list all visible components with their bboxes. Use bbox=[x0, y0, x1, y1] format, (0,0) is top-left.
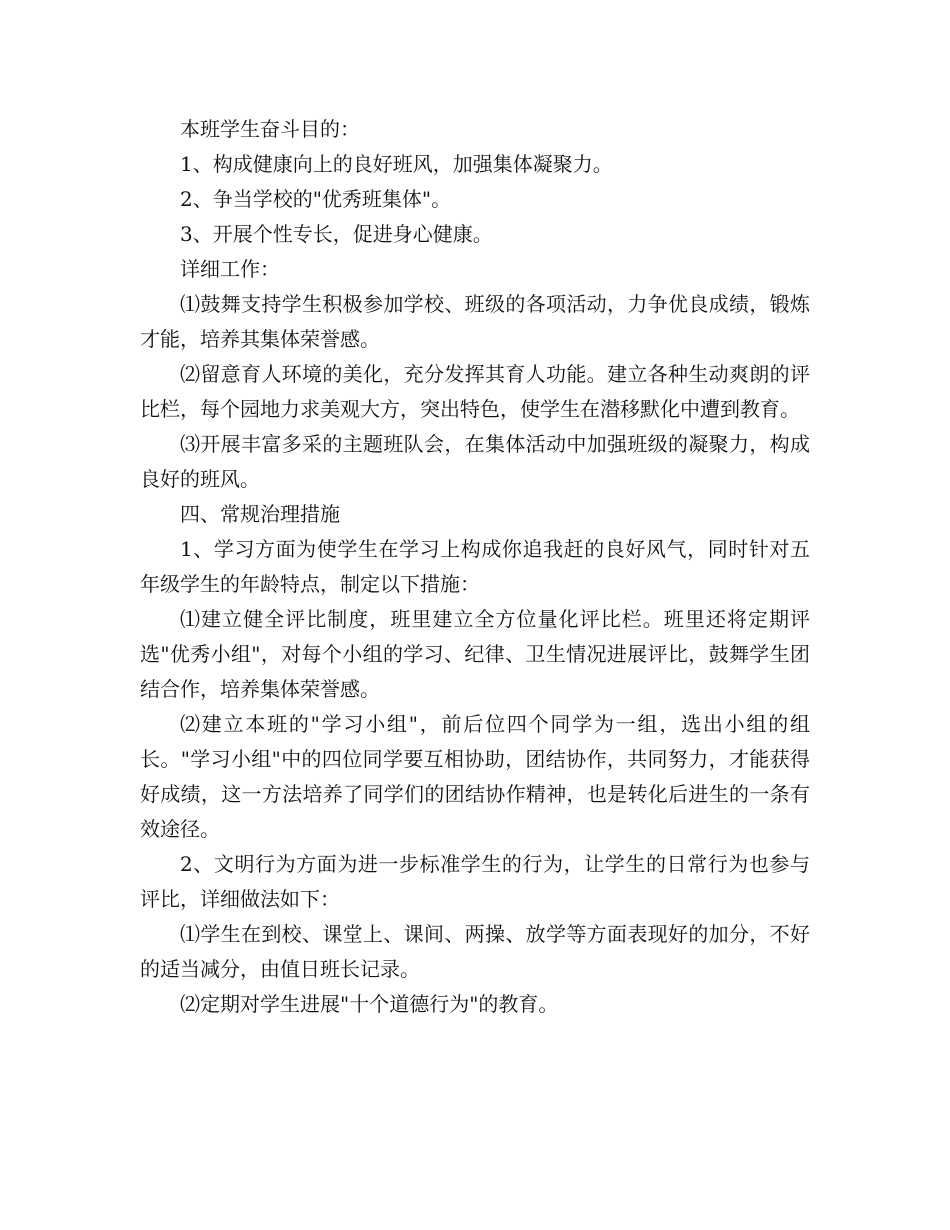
paragraph-goal-3: 3、开展个性专长，促进身心健康。 bbox=[180, 222, 493, 246]
paragraph-work-heading: 详细工作： bbox=[180, 257, 280, 281]
paragraph-study-intro: 1、学习方面为使学生在学习上构成你追我赶的良好风气，同时针对五年级学生的年龄特点，制定以下措施： bbox=[140, 537, 810, 596]
paragraph-work-2: ⑵留意育人环境的美化，充分发挥其育人功能。建立各种生动爽朗的评比栏，每个园地力求美观大方，突出特色，使学生在潜移默化中遭到教育。 bbox=[140, 362, 810, 421]
paragraph-behavior-intro: 2、文明行为方面为进一步标准学生的行为，让学生的日常行为也参与评比，详细做法如下： bbox=[140, 852, 810, 911]
paragraph-work-1: ⑴鼓舞支持学生积极参加学校、班级的各项活动，力争优良成绩，锻炼才能，培养其集体荣誉感。 bbox=[140, 292, 810, 351]
paragraph-behavior-1: ⑴学生在到校、课堂上、课间、两操、放学等方面表现好的加分，不好的适当减分，由值日班长记录。 bbox=[140, 922, 810, 981]
paragraph-study-2: ⑵建立本班的"学习小组"，前后位四个同学为一组，选出小组的组长。"学习小组"中的四位同学要互相协助，团结协作，共同努力，才能获得好成绩，这一方法培养了同学们的团结协作精神，也是转化后进生的一条有效途径。 bbox=[140, 712, 810, 841]
paragraph-study-1: ⑴建立健全评比制度，班里建立全方位量化评比栏。班里还将定期评选"优秀小组"，对每个小组的学习、纪律、卫生情况进展评比，鼓舞学生团结合作，培养集体荣誉感。 bbox=[140, 607, 810, 701]
paragraph-goal-1: 1、构成健康向上的良好班风，加强集体凝聚力。 bbox=[180, 152, 613, 176]
document-body bbox=[140, 112, 810, 1022]
paragraph-goal-2: 2、争当学校的"优秀班集体"。 bbox=[180, 187, 452, 211]
paragraph-behavior-2: ⑵定期对学生进展"十个道德行为"的教育。 bbox=[180, 992, 559, 1016]
paragraph-work-3: ⑶开展丰富多采的主题班队会，在集体活动中加强班级的凝聚力，构成良好的班风。 bbox=[140, 432, 810, 491]
paragraph-section-four-heading: 四、常规治理措施 bbox=[180, 502, 340, 526]
paragraph-goal-heading: 本班学生奋斗目的： bbox=[180, 117, 360, 141]
